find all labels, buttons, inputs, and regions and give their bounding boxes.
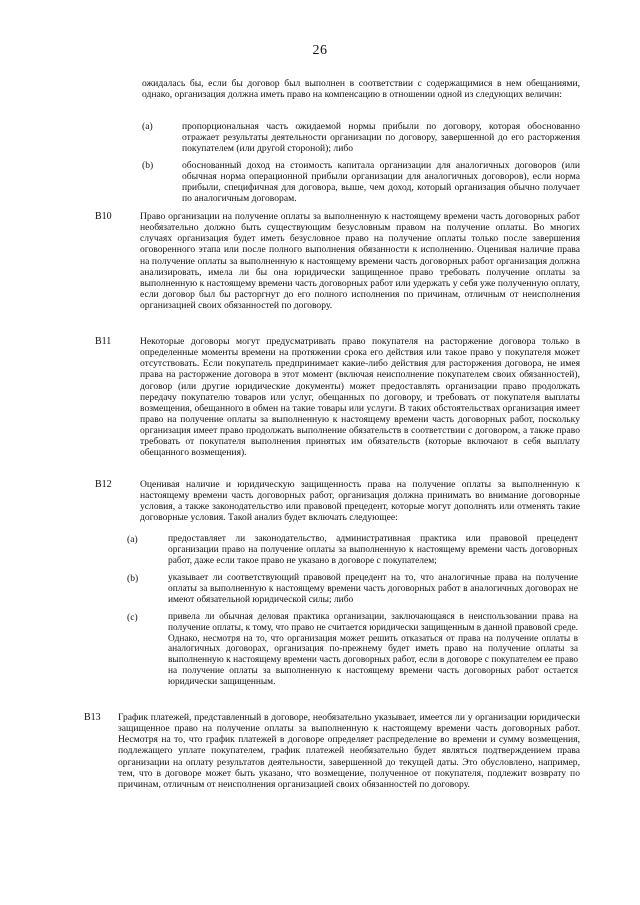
page-number: 26 — [312, 43, 328, 58]
b12-item-b-text: указывает ли соответствующий правовой прецедент на то, что аналогичные права на получение оплаты за выполненную к настоящему времени часть договорных работ в аналогичных договорах не имеют обязательной юридической силы; либо — [168, 573, 578, 605]
section-label-b10: B10 — [95, 211, 112, 222]
intro-paragraph: ожидалась бы, если бы договор был выполнен в соответствии с содержащимися в нем обещаниями, однако, организация должна иметь право на компенсацию в отношении одной из следующих величин: — [142, 78, 580, 101]
section-label-b12: B12 — [95, 479, 112, 490]
intro-item-a-text: пропорциональная часть ожидаемой нормы прибыли по договору, которая обоснованно отражает результаты деятельности организации по договору, завершенной до его расторжения покупателем (или другой стороной); либо — [182, 121, 580, 155]
section-text-b12: Оценивая наличие и юридическую защищенность права на получение оплаты за выполненную к настоящему времени часть договорных работ, организация должна принимать во внимание договорные условия, а также законодательство или правовой прецедент, которые могут дополнять или отменять такие договорные условия. Такой анализ будет включать следующее: — [140, 479, 580, 524]
section-label-b11: B11 — [95, 336, 112, 347]
intro-item-a-letter: (a) — [142, 121, 153, 132]
b12-item-a-letter: (a) — [127, 534, 138, 545]
section-label-b13: B13 — [84, 712, 101, 723]
b12-item-c-text: привела ли обычная деловая практика организации, заключающаяся в неиспользовании права на получение оплаты, к тому, что право не считается юридически защищенным в данной правовой среде. Однако, несмотря на то, что организация может решить отказаться от права на получение оплаты в аналогичных договорах, организация по-прежнему будет иметь право на получение оплаты за выполненную к настоящему времени часть договорных работ, если в договоре с покупателем ее право на получение оплаты за выполненную к настоящему времени часть договорных работ остается юридически защищенным. — [168, 612, 578, 687]
intro-item-b-letter: (b) — [142, 160, 154, 171]
b12-item-a-text: предоставляет ли законодательство, административная практика или правовой прецедент организации право на получение оплаты за выполненную к настоящему времени часть договорных работ, даже если такое право не указано в договоре с покупателем; — [168, 534, 578, 566]
b12-item-c-letter: (c) — [127, 612, 138, 623]
section-text-b13: График платежей, представленный в договоре, необязательно указывает, имеется ли у организации юридически защищенное право на получение оплаты за выполненную к настоящему времени часть договорных работ. Несмотря на то, что график платежей в договоре определяет распределение во времени и сумму возмещения, подлежащего уплате покупателем, график платежей необязательно будет являться подтверждением права организации на оплату результатов деятельности, завершенной до текущей даты. Это обусловлено, например, тем, что в договоре может быть указано, что возмещение, полученное от покупателя, подлежит возврату по причинам, отличным от неисполнения организацией своих обязанностей по договору. — [118, 712, 580, 790]
section-text-b10: Право организации на получение оплаты за выполненную к настоящему времени часть договорных работ необязательно должно быть существующим безусловным правом на получение оплаты. Во многих случаях организация будет иметь безусловное право на получение оплаты только после завершения оговоренного этапа или после полного выполнения обязанности к исполнению. Оценивая наличие права на получение оплаты за выполненную к настоящему времени часть договорных работ организация должна анализировать, имела ли бы она юридически защищенное право требовать получение оплаты за выполненную к настоящему времени часть договорных работ или удержать у себя уже полученную оплату, если договор был бы расторгнут до его полного исполнения по причинам, отличным от неисполнения организацией своих обязанностей по договору. — [140, 211, 580, 311]
section-text-b11: Некоторые договоры могут предусматривать право покупателя на расторжение договора только в определенные моменты времени на протяжении срока его действия или такое право у покупателя может отсутствовать. Если покупатель предпринимает какие-либо действия для расторжения договора, не имея права на расторжение договора в этот момент (включая неисполнение покупателем своих обязанностей), договор (или другие юридические документы) может предоставлять организации право продолжать передачу покупателю товаров или услуг, обещанных по договору, и требовать от покупателя выплаты возмещения, обещанного в обмен на такие товары или услуги. В таких обстоятельствах организация имеет право на получение оплаты за выполненную к настоящему времени часть договорных работ, поскольку организация имеет право продолжать выполнение обязательств в соответствии с договором, а также право требовать от покупателя выполнения принятых им обязательств (которые включают в себя выплату обещанного возмещения). — [140, 336, 580, 459]
b12-item-b-letter: (b) — [127, 573, 139, 584]
intro-item-b-text: обоснованный доход на стоимость капитала организации для аналогичных договоров (или обычная норма операционной прибыли организации для аналогичных договоров), если норма прибыли, специфичная для договора, выше, чем доход, который организация обычно получает по аналогичным договорам. — [182, 160, 580, 205]
